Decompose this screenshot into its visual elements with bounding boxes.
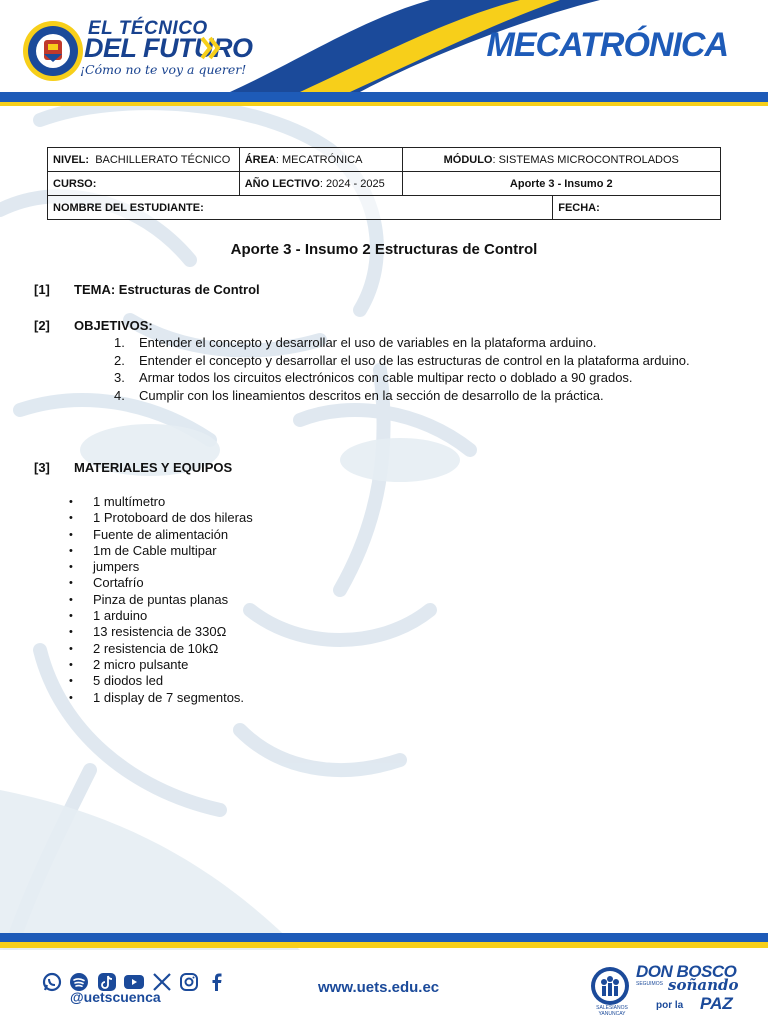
brand-line-2: DEL FUTURO — [84, 33, 253, 63]
whatsapp-icon[interactable] — [42, 972, 62, 992]
curso-cell[interactable]: CURSO: — [48, 172, 240, 196]
material-item: • 1 display de 7 segmentos. — [68, 690, 253, 706]
emblem-caption: SALESIANOS YANUNCAY — [596, 1005, 628, 1017]
don-bosco-title: DON BOSCO — [636, 962, 737, 981]
section-1-label: TEMA: Estructuras de Control — [74, 282, 260, 297]
document-title: Aporte 3 - Insumo 2 Estructuras de Control — [230, 241, 538, 258]
brand-tagline: ¡Cómo no te voy a querer! — [80, 62, 247, 77]
material-item: • 2 micro pulsante — [68, 657, 253, 673]
program-title: MECATRÓNICA — [486, 26, 728, 64]
objective-item: 4. Cumplir con los lineamientos descritos en la sección de desarrollo de la práctica. — [114, 387, 604, 403]
facebook-icon[interactable] — [207, 972, 227, 992]
anio-lectivo-cell: AÑO LECTIVO: 2024 - 2025 — [239, 172, 402, 196]
material-item: • Cortafrío — [68, 575, 253, 591]
student-name-cell[interactable]: NOMBRE DEL ESTUDIANTE: — [48, 196, 553, 220]
material-item: • 1 multímetro — [68, 494, 253, 510]
modulo-cell: MÓDULO: SISTEMAS MICROCONTROLADOS — [402, 148, 720, 172]
section-2-label: OBJETIVOS: — [74, 318, 153, 333]
section-2-number: [2] — [34, 318, 50, 333]
don-bosco-por-la: por la — [656, 1000, 684, 1011]
material-item: • 1 arduino — [68, 608, 253, 624]
instagram-icon[interactable] — [179, 972, 199, 992]
objective-item: 2. Entender el concepto y desarrollar el uso de las estructuras de control en la plataforma arduino. — [114, 352, 690, 368]
area-cell: ÁREA: MECATRÓNICA — [239, 148, 402, 172]
salesianos-emblem-logo — [590, 966, 630, 1006]
section-3-number: [3] — [34, 460, 50, 475]
objective-item: 1. Entender el concepto y desarrollar el uso de variables en la plataforma arduino. — [114, 335, 597, 350]
material-item: • 5 diodos led — [68, 673, 253, 689]
brand-line-1: EL TÉCNICO — [88, 18, 208, 39]
social-handle[interactable]: @uetscuenca — [70, 989, 161, 1005]
don-bosco-script: soñando — [668, 976, 739, 994]
material-item: • 1 Protoboard de dos hileras — [68, 510, 253, 526]
section-3-label: MATERIALES Y EQUIPOS — [74, 460, 233, 475]
material-item: • 2 resistencia de 10kΩ — [68, 641, 253, 657]
don-bosco-paz: PAZ — [700, 994, 733, 1013]
material-item: • 13 resistencia de 330Ω — [68, 624, 253, 640]
fecha-cell[interactable]: FECHA: — [553, 196, 721, 220]
objective-item: 3. Armar todos los circuitos electrónicos con cable multipar recto o doblado a 90 grados. — [114, 370, 633, 385]
materials-list — [68, 494, 253, 706]
nivel-cell: NIVEL: BACHILLERATO TÉCNICO — [48, 148, 240, 172]
aporte-cell: Aporte 3 - Insumo 2 — [402, 172, 720, 196]
material-item: • Fuente de alimentación — [68, 527, 253, 543]
material-item: • Pinza de puntas planas — [68, 592, 253, 608]
website-link[interactable]: www.uets.edu.ec — [318, 979, 440, 996]
don-bosco-seguimos: SEGUIMOS — [636, 981, 663, 987]
objectives-list — [114, 334, 722, 404]
material-item: • 1m de Cable multipar — [68, 543, 253, 559]
material-item: • jumpers — [68, 559, 253, 575]
section-1-number: [1] — [34, 282, 50, 297]
